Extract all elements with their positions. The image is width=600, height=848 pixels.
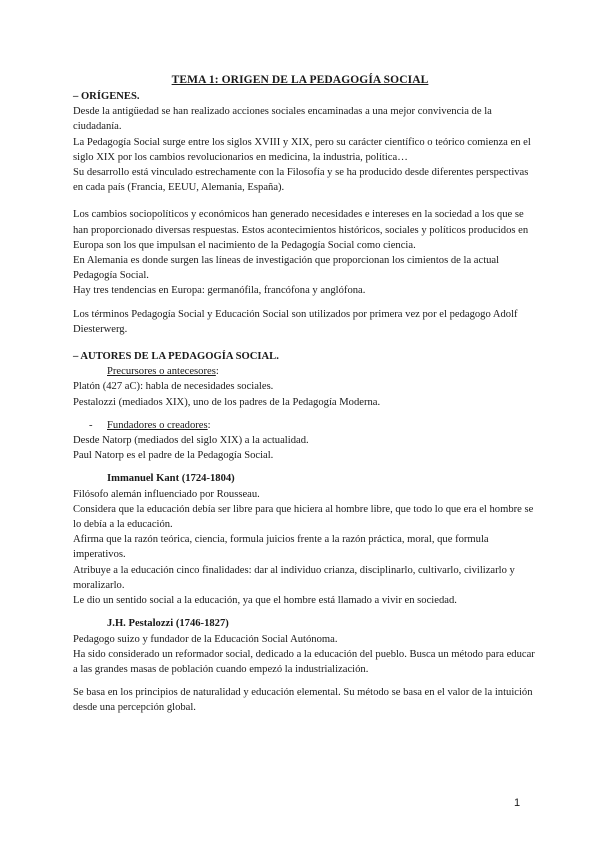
paragraph: Filósofo alemán influenciado por Rousseau. (73, 488, 260, 500)
paragraph: Considera que la educación debía ser libre para que hiciera al hombre libre, que todo lo que era el hombre se lo debía a la educación. (73, 503, 534, 531)
colon: : (215, 366, 219, 378)
paragraph: Platón (427 aC): habla de necesidades sociales. (73, 381, 274, 393)
author-heading-pestalozzi: J.H. Pestalozzi (1746-1827) (107, 618, 229, 630)
bullet-dash: - (89, 419, 93, 431)
paragraph: Pestalozzi (mediados XIX), uno de los padres de la Pedagogía Moderna. (73, 396, 381, 408)
paragraph: Atribuye a la educación cinco finalidades: dar al individuo crianza, disciplinarlo, cultivarlo, civilizarlo y moralizarlo. (73, 564, 515, 591)
colon: : (207, 419, 211, 431)
paragraph: Ha sido considerado un reformador social, dedicado a la educación del pueblo. Busca un método para educar a las grandes masas de población cuando empezó la industrialización. (73, 648, 535, 675)
document-body (73, 89, 535, 716)
fundadores-label: Fundadores o creadores (107, 419, 208, 431)
subheading-precursores (73, 364, 535, 379)
paragraph: Le dio un sentido social a la educación, ya que el hombre está llamado a vivir en sociedad. (73, 595, 457, 607)
paragraph: Los términos Pedagogía Social y Educación Social son utilizados por primera vez por el pedagogo Adolf Diesterwerg. (73, 308, 518, 335)
page-title: TEMA 1: ORIGEN DE LA PEDAGOGÍA SOCIAL (171, 74, 429, 86)
paragraph: En Alemania es donde surgen las líneas de investigación que proporcionan los cimientos de la actual Pedagogía Social. (73, 255, 500, 282)
paragraph: Los cambios sociopolíticos y económicos han generado necesidades e intereses en la sociedad a los que se han proporcionado diversas respuestas. Estos acontecimientos históricos, sociales y políticos producidos en Europa son los que impulsan el nacimiento de la Pedagogía Social como ciencia. (73, 209, 529, 251)
paragraph: La Pedagogía Social surge entre los siglos XVIII y XIX, pero su carácter científico o teórico comienza en el siglo XIX por los cambios revolucionarios en medicina, la industria, política… (73, 136, 531, 163)
section-heading-origenes: – ORÍGENES. (73, 91, 140, 102)
paragraph: Desde Natorp (mediados del siglo XIX) a la actualidad. (73, 435, 309, 447)
paragraph: Hay tres tendencias en Europa: germanófila, francófona y anglófona. (73, 285, 366, 297)
paragraph: Se basa en los principios de naturalidad y educación elemental. Su método se basa en el valor de la intuición desde una percepción global. (73, 687, 533, 714)
paragraph: Afirma que la razón teórica, ciencia, formula juicios frente a la razón práctica, moral, que formula imperativos. (73, 534, 489, 561)
paragraph: Desde la antigüedad se han realizado acciones sociales encaminadas a una mejor convivencia de la ciudadanía. (73, 106, 492, 133)
section-heading-autores: – AUTORES DE LA PEDAGOGÍA SOCIAL. (73, 351, 279, 363)
precursores-label: Precursores o antecesores (107, 366, 216, 378)
paragraph: Su desarrollo está vinculado estrechamente con la Filosofía y se ha producido desde diferentes perspectivas en cada país (Francia, EEUU, Alemania, España). (73, 167, 529, 194)
list-item-fundadores (73, 418, 535, 433)
author-heading-kant: Immanuel Kant (1724-1804) (107, 473, 235, 485)
page-number: 1 (514, 797, 521, 809)
paragraph: Pedagogo suizo y fundador de la Educación Social Autónoma. (73, 633, 338, 645)
paragraph: Paul Natorp es el padre de la Pedagogía Social. (73, 450, 274, 462)
